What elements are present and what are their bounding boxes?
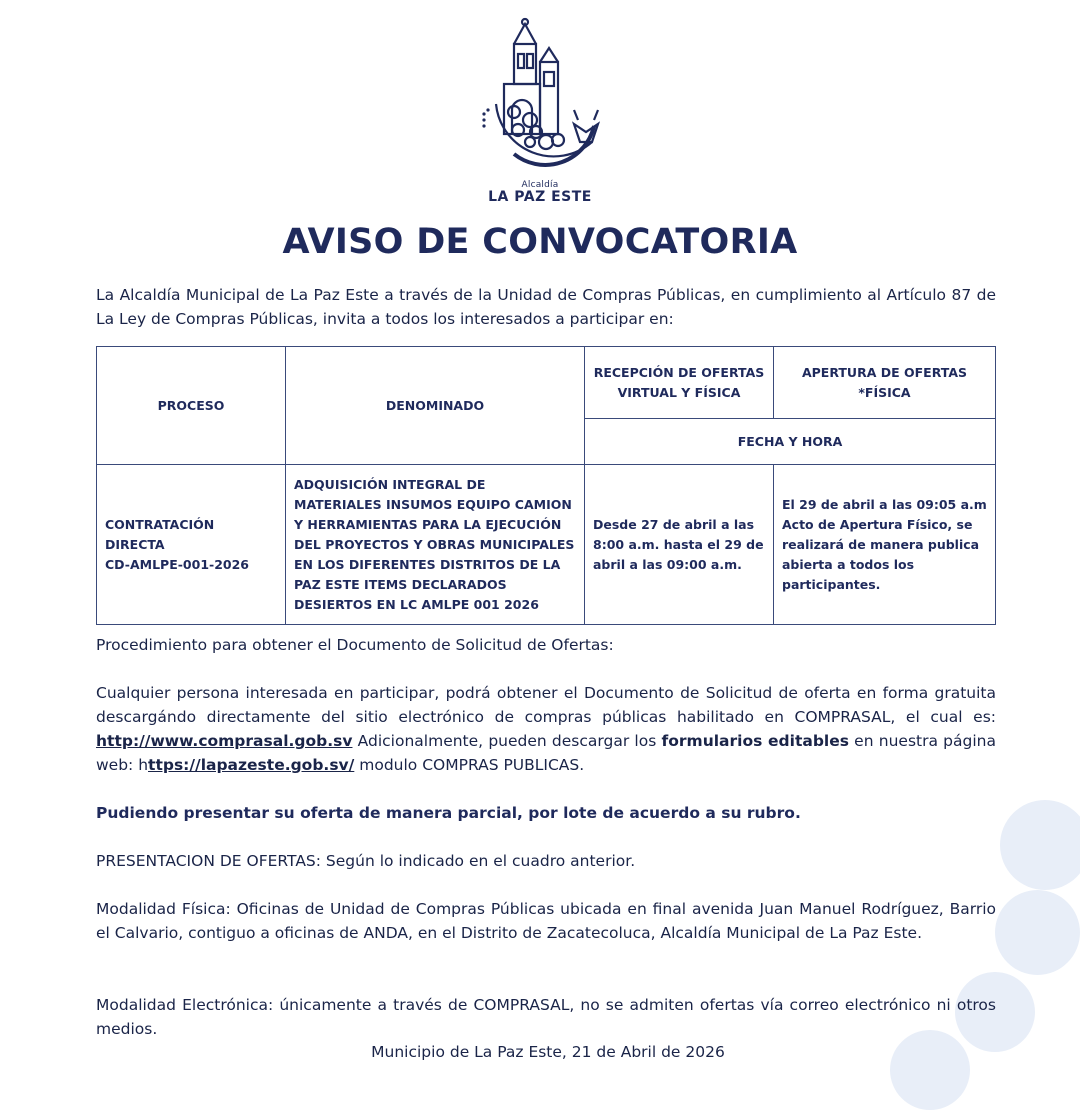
procedure-text-2: Adicionalmente, pueden descargar los (352, 732, 662, 750)
header-apertura-line2: *FÍSICA (858, 384, 911, 400)
procedure-paragraph (96, 681, 996, 777)
header-fecha-hora: FECHA Y HORA (585, 419, 996, 465)
cell-proceso (97, 465, 286, 625)
header-proceso: PROCESO (97, 347, 286, 465)
church-tower-logo-icon (474, 14, 614, 204)
presentacion-paragraph: PRESENTACION DE OFERTAS: Según lo indicado en el cuadro anterior. (96, 852, 636, 870)
signature-line: Municipio de La Paz Este, 21 de Abril de 2026 (371, 1043, 725, 1061)
decorative-circle (1000, 800, 1080, 890)
page-title: AVISO DE CONVOCATORIA (282, 222, 798, 262)
cell-denominado: ADQUISICIÓN INTEGRAL DE MATERIALES INSUMOS EQUIPO CAMION Y HERRAMIENTAS PARA LA EJECUCIÓN DEL PROYECTOS Y OBRAS MUNICIPALES EN LOS DIFERENTES DISTRITOS DE LA PAZ ESTE ITEMS DECLARADOS DESIERTOS EN LC AMLPE 001 2026 (286, 465, 585, 625)
modalidad-fisica-paragraph: Modalidad Física: Oficinas de Unidad de Compras Públicas ubicada en final avenida Juan Manuel Rodríguez, Barrio el Calvario, contiguo a oficinas de ANDA, en el Distrito de Zacatecoluca, Alcaldía Municipal de La Paz Este. (96, 900, 996, 942)
decorative-circle (890, 1030, 970, 1110)
procedure-text-4: modulo COMPRAS PUBLICAS. (354, 756, 585, 774)
logo-subtitle: Alcaldía (521, 180, 559, 190)
cell-recepcion: Desde 27 de abril a las 8:00 a.m. hasta el 29 de abril a las 09:00 a.m. (585, 465, 774, 625)
partial-offer-note: Pudiendo presentar su oferta de manera parcial, por lote de acuerdo a su rubro. (96, 804, 801, 822)
website-link[interactable]: ttps://lapazeste.gob.sv/ (148, 756, 355, 774)
header-denominado: DENOMINADO (286, 347, 585, 465)
intro-paragraph: La Alcaldía Municipal de La Paz Este a través de la Unidad de Compras Públicas, en cumplimiento al Artículo 87 de La Ley de Compras Públicas, invita a todos los interesados a participar en: (96, 286, 996, 328)
cell-proceso-line2: DIRECTA (105, 536, 165, 552)
convocatoria-table (96, 346, 996, 625)
header-apertura (774, 347, 996, 419)
cell-proceso-line1: CONTRATACIÓN (105, 516, 215, 532)
procedure-bold: formularios editables (661, 732, 849, 750)
header-recepcion-line2: VIRTUAL Y FÍSICA (617, 384, 741, 400)
procedure-text-1: Cualquier persona interesada en participar, podrá obtener el Documento de Solicitud de oferta en forma gratuita descargándo directamente del sitio electrónico de compras públicas habilitado en COMPRASAL, el cual es: (96, 684, 996, 726)
procedure-heading: Procedimiento para obtener el Documento de Solicitud de Ofertas: (96, 636, 614, 654)
cell-apertura: El 29 de abril a las 09:05 a.m Acto de Apertura Físico, se realizará de manera publica abierta a todos los participantes. (774, 465, 996, 625)
header-recepcion-line1: RECEPCIÓN DE OFERTAS (593, 364, 765, 380)
decorative-circle (995, 890, 1080, 975)
table-row (97, 465, 996, 625)
cell-proceso-line3: CD-AMLPE-001-2026 (105, 556, 250, 572)
website-link-prefix: h (138, 756, 149, 774)
modalidad-electronica-paragraph: Modalidad Electrónica: únicamente a través de COMPRASAL, no se admiten ofertas vía correo electrónico ni otros medios. (96, 996, 996, 1038)
logo-name: LA PAZ ESTE (488, 189, 592, 205)
procedure-text-3: en nuestra página web: (96, 732, 996, 774)
header-apertura-line1: APERTURA DE OFERTAS (801, 364, 968, 380)
comprasal-link[interactable]: http://www.comprasal.gob.sv (96, 732, 353, 750)
header-recepcion (585, 347, 774, 419)
